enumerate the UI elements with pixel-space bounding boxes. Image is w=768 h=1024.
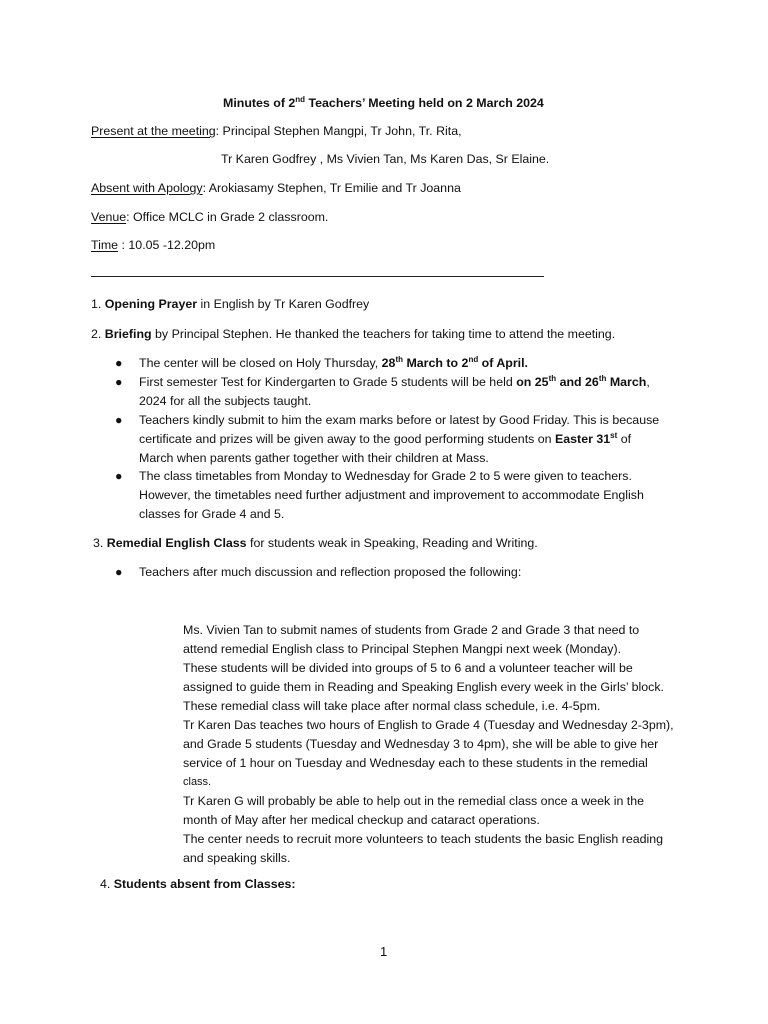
bullet-icon: ● [115, 469, 123, 483]
item-2-heading: Briefing [104, 327, 152, 341]
time-label: Time [91, 238, 119, 252]
bullet-proposal: Teachers after much discussion and reflection proposed the following: [139, 565, 522, 579]
bullet-timetables-line-3: classes for Grade 4 and 5. [139, 507, 285, 521]
bullet-timetables [139, 467, 679, 524]
present-text-1: : Principal Stephen Mangpi, Tr John, Tr. Rita, [215, 124, 462, 138]
remedial-line: service of 1 hour on Tuesday and Wednesday each to these students in the remedial [183, 756, 648, 770]
bullet-marks [139, 411, 679, 468]
closure-date-2-sup: nd [468, 354, 479, 364]
present-label: Present at the meeting [91, 124, 216, 138]
item-2-text: by Principal Stephen. He thanked the teachers for taking time to attend the meeting. [151, 327, 616, 341]
easter-sup: st [610, 430, 618, 440]
marks-text: certificate and prizes will be given away to the good performing students on [139, 432, 556, 446]
present-text-2: Tr Karen Godfrey , Ms Vivien Tan, Ms Karen Das, Sr Elaine. [221, 152, 550, 166]
item-1-text: in English by Tr Karen Godfrey [197, 297, 370, 311]
bullet-icon: ● [115, 565, 123, 579]
remedial-line: assigned to guide them in Reading and Speaking English every week in the Girls’ block. [183, 680, 664, 694]
bullet-icon: ● [115, 356, 123, 370]
closure-mid: March to 2 [403, 356, 469, 370]
remedial-line: attend remedial English class to Principal Stephen Mangpi next week (Monday). [183, 642, 622, 656]
item-1-heading: Opening Prayer [104, 297, 198, 311]
item-4-heading: Students absent from Classes: [113, 877, 296, 891]
item-1-number: 1. [91, 297, 105, 311]
item-3 [93, 534, 538, 553]
title-suffix: Teachers’ Meeting held on 2 March 2024 [305, 96, 544, 110]
test-date-1: on 25 [516, 375, 549, 389]
bullet-icon: ● [115, 375, 123, 389]
item-1 [91, 295, 369, 314]
remedial-line: These remedial class will take place after normal class schedule, i.e. 4-5pm. [183, 699, 601, 713]
remedial-line: Ms. Vivien Tan to submit names of students from Grade 2 and Grade 3 that need to [183, 623, 640, 637]
test-text: First semester Test for Kindergarten to Grade 5 students will be held [139, 375, 517, 389]
item-4-number: 4. [100, 877, 114, 891]
present-line-2 [221, 150, 549, 169]
document-title [223, 94, 544, 113]
item-2 [91, 325, 615, 344]
bullet-closure-text: The center will be closed on Holy Thursday, [139, 356, 382, 370]
bullet-test-line-2: 2024 for all the subjects taught. [139, 394, 312, 408]
bullet-marks-line-2 [139, 430, 679, 449]
remedial-line: These students will be divided into groups of 5 to 6 and a volunteer teacher will be [183, 661, 633, 675]
item-3-number: 3. [93, 536, 107, 550]
present-line-1 [91, 122, 462, 141]
remedial-line: Tr Karen Das teaches two hours of English to Grade 4 (Tuesday and Wednesday 2-3pm), [183, 718, 674, 732]
title-sup: nd [295, 94, 306, 104]
bullet-marks-line-3: March when parents gather together with their children at Mass. [139, 451, 489, 465]
remedial-line: month of May after her medical checkup and cataract operations. [183, 813, 540, 827]
marks-of: of [617, 432, 632, 446]
bullet-timetables-line-1: The class timetables from Monday to Wednesday for Grade 2 to 5 were given to teachers. [139, 469, 632, 483]
bullet-test [139, 373, 679, 411]
remedial-line: class. [183, 776, 212, 788]
test-comma: , [646, 375, 650, 389]
page-number: 1 [380, 944, 388, 959]
test-and: and 26 [556, 375, 599, 389]
venue-text: : Office MCLC in Grade 2 classroom. [126, 210, 329, 224]
bullet-closure [139, 354, 679, 373]
time-line [91, 236, 215, 255]
bullet-test-line-1 [139, 373, 679, 392]
test-date-2-sup: th [598, 373, 607, 383]
test-month: March [606, 375, 647, 389]
item-2-number: 2. [91, 327, 105, 341]
venue-line [91, 208, 328, 227]
absent-text: : Arokiasamy Stephen, Tr Emilie and Tr Joanna [202, 181, 461, 195]
absent-line [91, 179, 461, 198]
divider-rule [91, 276, 544, 277]
absent-label: Absent with Apology [91, 181, 203, 195]
bullet-marks-line-1: Teachers kindly submit to him the exam marks before or latest by Good Friday. This is because [139, 413, 660, 427]
item-3-heading: Remedial English Class [106, 536, 247, 550]
test-date-1-sup: th [548, 373, 557, 383]
closure-end: of April. [478, 356, 529, 370]
item-4 [100, 875, 296, 894]
remedial-line: The center needs to recruit more volunteers to teach students the basic English reading [183, 832, 664, 846]
title-prefix: Minutes of 2 [223, 96, 296, 110]
remedial-proposals [183, 621, 703, 868]
bullet-icon: ● [115, 413, 123, 427]
bullet-timetables-line-2: However, the timetables need further adjustment and improvement to accommodate English [139, 488, 644, 502]
easter-date: Easter 31 [555, 432, 611, 446]
remedial-line: and speaking skills. [183, 851, 291, 865]
time-text: : 10.05 -12.20pm [118, 238, 216, 252]
closure-date-1-sup: th [395, 354, 404, 364]
closure-date-1: 28 [381, 356, 396, 370]
remedial-line: Tr Karen G will probably be able to help out in the remedial class once a week in the [183, 794, 645, 808]
remedial-line: and Grade 5 students (Tuesday and Wednesday 3 to 4pm), she will be able to give her [183, 737, 659, 751]
item-3-text: for students weak in Speaking, Reading and Writing. [246, 536, 538, 550]
venue-label: Venue [91, 210, 127, 224]
